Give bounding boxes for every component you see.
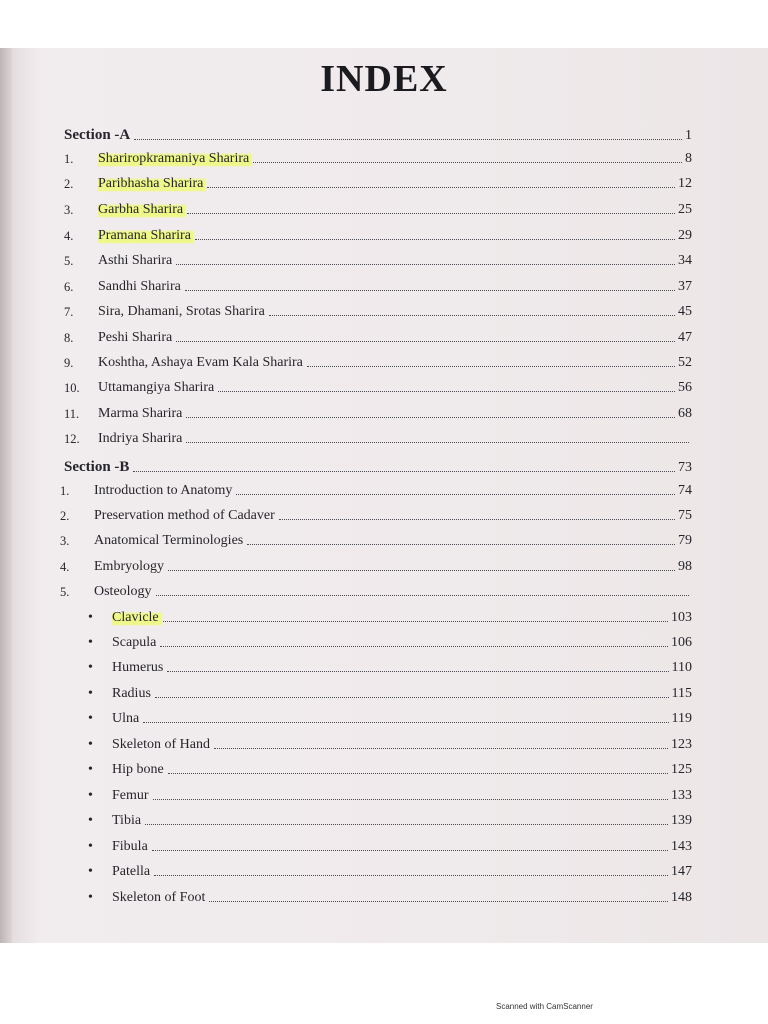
section-heading-row — [64, 126, 692, 144]
toc-subitem — [88, 888, 692, 906]
item-page-number: 29 — [678, 228, 692, 243]
table-of-contents — [0, 48, 768, 943]
section-heading-row — [64, 458, 692, 476]
toc-item — [64, 200, 692, 218]
item-number: 3. — [60, 534, 70, 548]
item-label: Sira, Dhamani, Srotas Sharira — [98, 304, 265, 319]
bullet-icon: • — [88, 660, 93, 675]
page-title: INDEX — [320, 58, 448, 100]
leader-dots — [195, 239, 675, 240]
item-page-number: 103 — [671, 610, 692, 625]
leader-dots — [207, 187, 675, 188]
leader-dots — [218, 391, 675, 392]
item-number: 1. — [60, 484, 70, 498]
toc-item — [64, 174, 692, 192]
bullet-icon: • — [88, 737, 93, 752]
toc-item — [60, 557, 692, 575]
item-label: Sandhi Sharira — [98, 279, 181, 294]
item-label: Clavicle — [112, 610, 159, 625]
leader-dots — [155, 697, 669, 698]
item-page-number: 79 — [678, 533, 692, 548]
toc-subitem — [88, 735, 692, 753]
bullet-icon: • — [88, 711, 93, 726]
item-page-number: 106 — [671, 635, 692, 650]
item-label: Hip bone — [112, 762, 164, 777]
leader-dots — [307, 366, 675, 367]
item-number: 2. — [60, 509, 70, 523]
item-page-number: 98 — [678, 559, 692, 574]
leader-dots — [133, 471, 675, 472]
toc-subitem — [88, 658, 692, 676]
item-page-number: 52 — [678, 355, 692, 370]
toc-item — [60, 582, 692, 600]
item-number: 4. — [60, 560, 70, 574]
bullet-icon: • — [88, 839, 93, 854]
leader-dots — [167, 671, 668, 672]
toc-item — [64, 429, 692, 447]
bullet-icon: • — [88, 762, 93, 777]
item-page-number: 75 — [678, 508, 692, 523]
bullet-icon: • — [88, 890, 93, 905]
toc-subitem — [88, 811, 692, 829]
item-label: Patella — [112, 864, 151, 879]
leader-dots — [269, 315, 675, 316]
item-page-number: 8 — [685, 151, 692, 166]
item-page-number: 12 — [678, 176, 692, 191]
item-page-number: 37 — [678, 279, 692, 294]
item-number: 2. — [64, 177, 74, 191]
toc-item — [60, 506, 692, 524]
toc-subitem — [88, 709, 692, 727]
item-page-number: 133 — [671, 788, 692, 803]
item-page-number: 47 — [678, 330, 692, 345]
toc-item — [64, 404, 692, 422]
leader-dots — [185, 290, 675, 291]
scanned-page — [0, 48, 768, 943]
leader-dots — [163, 621, 668, 622]
item-label: Ulna — [112, 711, 140, 726]
section-page-number: 1 — [685, 128, 692, 143]
leader-dots — [160, 646, 668, 647]
item-number: 7. — [64, 305, 74, 319]
item-page-number: 119 — [671, 711, 692, 726]
item-page-number: 68 — [678, 406, 692, 421]
item-page-number: 74 — [678, 483, 692, 498]
item-label: Fibula — [112, 839, 148, 854]
item-page-number: 56 — [678, 380, 692, 395]
toc-subitem — [88, 837, 692, 855]
leader-dots — [214, 748, 668, 749]
leader-dots — [152, 850, 668, 851]
item-page-number: 143 — [671, 839, 692, 854]
item-label: Radius — [112, 686, 151, 701]
section-page-number: 73 — [678, 460, 692, 475]
item-label: Marma Sharira — [98, 406, 183, 421]
item-number: 11. — [64, 407, 80, 421]
item-page-number: 45 — [678, 304, 692, 319]
toc-item — [64, 353, 692, 371]
toc-item — [64, 302, 692, 320]
leader-dots — [154, 875, 668, 876]
item-label: Humerus — [112, 660, 164, 675]
leader-dots — [253, 162, 682, 163]
item-number: 5. — [64, 254, 74, 268]
item-label: Anatomical Terminologies — [94, 533, 244, 548]
bullet-icon: • — [88, 788, 93, 803]
item-label: Paribhasha Sharira — [98, 176, 204, 191]
leader-dots — [279, 519, 675, 520]
item-label: Osteology — [94, 584, 152, 599]
leader-dots — [209, 901, 668, 902]
leader-dots — [153, 799, 668, 800]
item-number: 10. — [64, 381, 80, 395]
item-label: Pramana Sharira — [98, 228, 191, 243]
item-label: Femur — [112, 788, 149, 803]
section-heading: Section -B — [64, 459, 130, 475]
leader-dots — [145, 824, 668, 825]
leader-dots — [176, 341, 675, 342]
item-label: Garbha Sharira — [98, 202, 184, 217]
item-page-number: 34 — [678, 253, 692, 268]
toc-subitem — [88, 760, 692, 778]
item-number: 12. — [64, 432, 80, 446]
item-label: Koshtha, Ashaya Evam Kala Sharira — [98, 355, 303, 370]
item-number: 9. — [64, 356, 74, 370]
item-label: Preservation method of Cadaver — [94, 508, 275, 523]
leader-dots — [168, 773, 668, 774]
item-label: Embryology — [94, 559, 164, 574]
bullet-icon: • — [88, 864, 93, 879]
item-label: Introduction to Anatomy — [94, 483, 233, 498]
section-heading: Section -A — [64, 127, 131, 143]
item-label: Shariropkramaniya Sharira — [98, 151, 250, 166]
toc-item — [64, 378, 692, 396]
toc-item — [60, 531, 692, 549]
item-label: Peshi Sharira — [98, 330, 173, 345]
leader-dots — [143, 722, 668, 723]
leader-dots — [134, 139, 682, 140]
item-number: 5. — [60, 585, 70, 599]
item-page-number: 110 — [671, 660, 692, 675]
item-number: 4. — [64, 229, 74, 243]
item-number: 8. — [64, 331, 74, 345]
item-label: Uttamangiya Sharira — [98, 380, 215, 395]
leader-dots — [247, 544, 675, 545]
toc-item — [64, 328, 692, 346]
toc-subitem — [88, 633, 692, 651]
item-page-number: 123 — [671, 737, 692, 752]
item-number: 1. — [64, 152, 74, 166]
leader-dots — [176, 264, 675, 265]
item-label: Indriya Sharira — [98, 431, 183, 446]
toc-item — [60, 481, 692, 499]
item-label: Asthi Sharira — [98, 253, 173, 268]
leader-dots — [187, 213, 675, 214]
toc-subitem — [88, 684, 692, 702]
bullet-icon: • — [88, 686, 93, 701]
toc-item — [64, 149, 692, 167]
item-label: Skeleton of Foot — [112, 890, 206, 905]
item-page-number: 25 — [678, 202, 692, 217]
item-page-number: 115 — [671, 686, 692, 701]
toc-subitem — [88, 608, 692, 626]
item-page-number: 147 — [671, 864, 692, 879]
item-label: Scapula — [112, 635, 157, 650]
bullet-icon: • — [88, 610, 93, 625]
item-label: Tibia — [112, 813, 142, 828]
toc-item — [64, 277, 692, 295]
leader-dots — [236, 494, 675, 495]
toc-item — [64, 251, 692, 269]
item-label: Skeleton of Hand — [112, 737, 210, 752]
item-page-number: 125 — [671, 762, 692, 777]
toc-subitem — [88, 862, 692, 880]
item-page-number: 139 — [671, 813, 692, 828]
item-page-number: 148 — [671, 890, 692, 905]
leader-dots — [156, 595, 689, 596]
item-number: 6. — [64, 280, 74, 294]
leader-dots — [186, 417, 675, 418]
item-number: 3. — [64, 203, 74, 217]
scanner-watermark: Scanned with CamScanner — [496, 1002, 593, 1011]
bullet-icon: • — [88, 813, 93, 828]
leader-dots — [186, 442, 689, 443]
bullet-icon: • — [88, 635, 93, 650]
toc-item — [64, 226, 692, 244]
leader-dots — [168, 570, 675, 571]
toc-subitem — [88, 786, 692, 804]
